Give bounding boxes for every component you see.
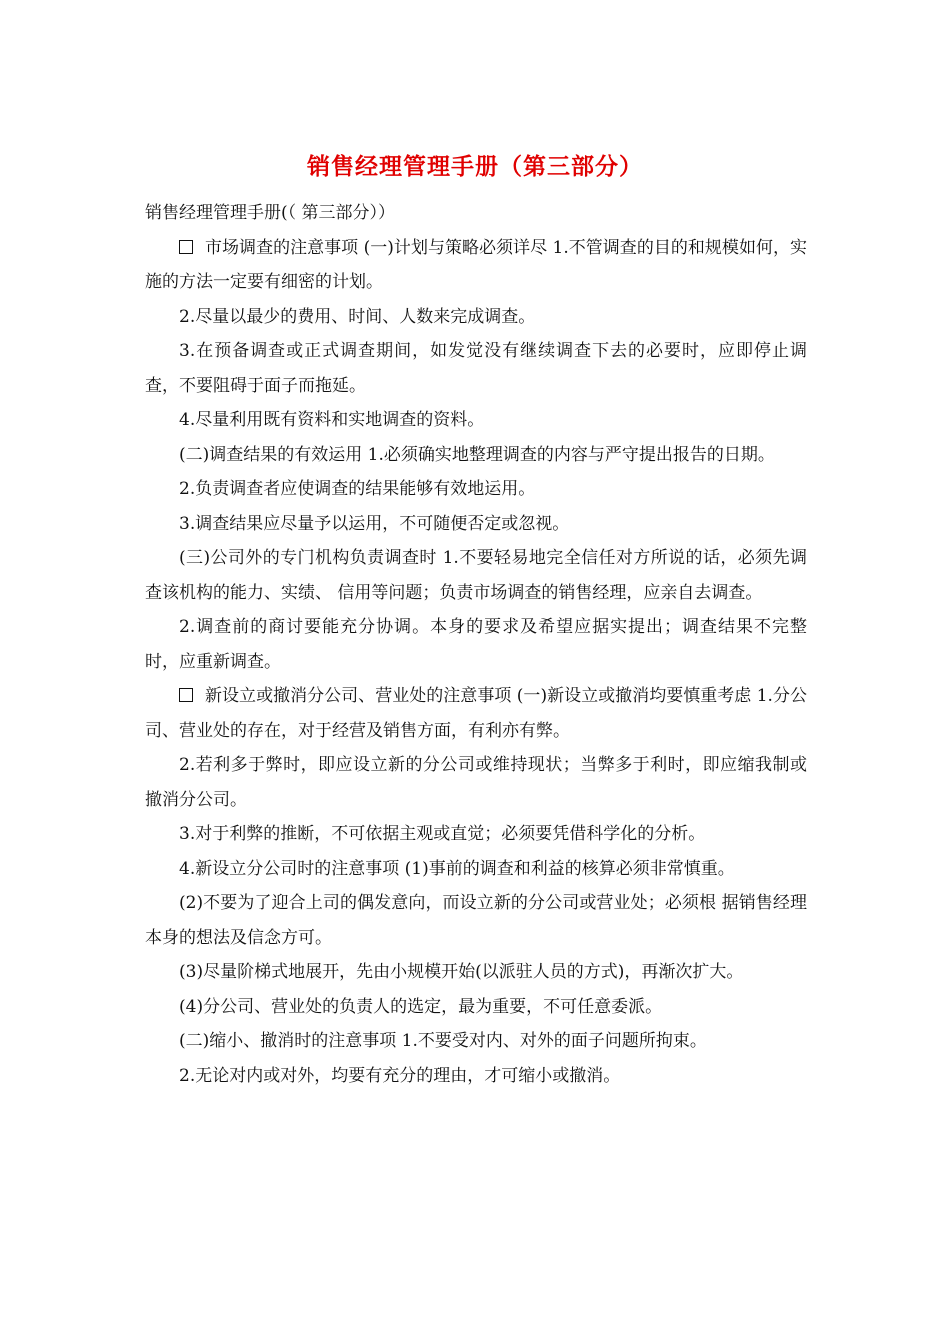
paragraph-text: (3)尽量阶梯式地展开，先由小规模开始(以派驻人员的方式)，再渐次扩大。 <box>179 962 744 982</box>
paragraph <box>145 334 807 403</box>
paragraph <box>145 990 807 1025</box>
paragraph-text: 2.若利多于弊时，即应设立新的分公司或维持现状；当弊多于利时，即应缩我制或撤消分公司。 <box>145 755 807 810</box>
paragraph-text: (2)不要为了迎合上司的偶发意向，而设立新的分公司或营业处；必须根 据销售经理本身的想法及信念方可。 <box>145 893 807 948</box>
paragraph-text: (二)缩小、撤消时的注意事项 1.不要受对内、对外的面子问题所拘束。 <box>179 1031 707 1051</box>
paragraph-text: 市场调查的注意事项 (一)计划与策略必须详尽 1.不管调查的目的和规模如何，实施的方法一定要有细密的计划。 <box>145 237 807 292</box>
paragraph <box>145 679 807 748</box>
paragraph <box>145 541 807 610</box>
paragraph-text: 2.负责调查者应使调查的结果能够有效地运用。 <box>179 479 536 499</box>
paragraph-text: 3.在预备调查或正式调查期间，如发觉没有继续调查下去的必要时，应即停止调查，不要阻碍于面子而拖延。 <box>145 341 807 396</box>
paragraph <box>145 748 807 817</box>
paragraph-text: 4.尽量利用既有资料和实地调查的资料。 <box>179 410 485 430</box>
paragraph-text: (二)调查结果的有效运用 1.必须确实地整理调查的内容与严守提出报告的日期。 <box>179 444 775 465</box>
paragraph <box>145 852 807 887</box>
paragraph <box>145 231 807 300</box>
paragraph-text: 销售经理管理手册(（ 第三部分）） <box>145 203 396 223</box>
document-body <box>145 196 807 1093</box>
paragraph-text: 2.调查前的商讨要能充分协调。本身的要求及希望应据实提出；调查结果不完整时，应重新调查。 <box>145 617 807 672</box>
paragraph <box>145 1059 807 1094</box>
paragraph <box>145 472 807 507</box>
document-title: 销售经理管理手册（第三部分） <box>307 153 643 180</box>
paragraph <box>145 610 807 679</box>
paragraph-text: 2.无论对内或对外，均要有充分的理由，才可缩小或撤消。 <box>179 1065 621 1086</box>
paragraph-text: 3.调查结果应尽量予以运用，不可随便否定或忽视。 <box>179 513 570 534</box>
paragraph-text: (三)公司外的专门机构负责调查时 1.不要轻易地完全信任对方所说的话，必须先调查该机构的能力、实绩、 信用等问题；负责市场调查的销售经理，应亲自去调查。 <box>145 548 807 603</box>
paragraph <box>145 300 807 335</box>
paragraph <box>145 196 807 231</box>
paragraph <box>145 886 807 955</box>
paragraph <box>145 955 807 990</box>
paragraph-text: 2.尽量以最少的费用、时间、人数来完成调查。 <box>179 306 536 327</box>
paragraph <box>145 507 807 542</box>
paragraph-text: (4)分公司、营业处的负责人的选定，最为重要，不可任意委派。 <box>179 996 663 1017</box>
paragraph-text: 新设立或撤消分公司、营业处的注意事项 (一)新设立或撤消均要慎重考虑 1.分公司、营业处的存在，对于经营及销售方面，有利亦有弊。 <box>145 686 807 741</box>
paragraph <box>145 1024 807 1059</box>
paragraph-text: 4.新设立分公司时的注意事项 (1)事前的调查和利益的核算必须非常慎重。 <box>179 858 735 879</box>
checkbox-icon <box>179 240 193 254</box>
paragraph <box>145 438 807 473</box>
paragraph <box>145 403 807 438</box>
checkbox-icon <box>179 688 193 702</box>
paragraph-text: 3.对于利弊的推断，不可依据主观或直觉；必须要凭借科学化的分析。 <box>179 824 706 844</box>
paragraph <box>145 817 807 852</box>
